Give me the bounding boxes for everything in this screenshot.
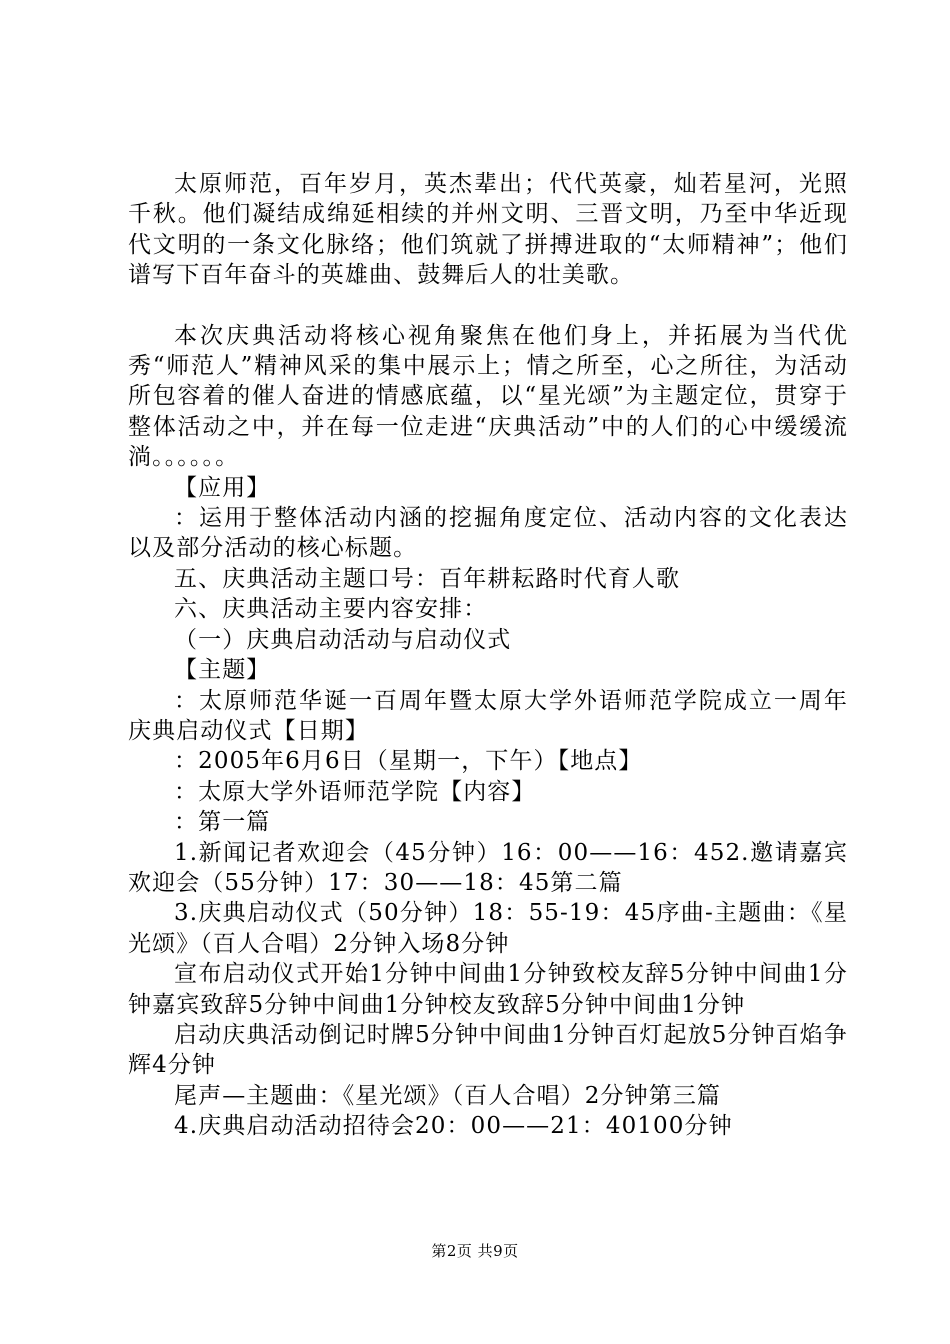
- paragraph-application: ：运用于整体活动内涵的挖掘角度定位、活动内容的文化表达以及部分活动的核心标题。: [128, 505, 848, 562]
- schedule-item-3: 3.庆典启动仪式（50分钟）18：55-19：45序曲-主题曲：《星光颂》（百人合唱）2分钟入场8分钟: [128, 900, 848, 957]
- paragraph-part-one: ：第一篇: [174, 809, 271, 836]
- paragraph-intro: 太原师范，百年岁月，英杰辈出；代代英豪，灿若星河，光照千秋。他们凝结成绵延相续的并州文明、三晋文明，乃至中华近现代文明的一条文化脉络；他们筑就了拼搏进取的“太师精神”；他们谱写下百年奋斗的英雄曲、鼓舞后人的壮美歌。: [128, 171, 848, 289]
- label-application: 【应用】: [174, 474, 271, 501]
- schedule-item-4: 4.庆典启动活动招待会20：00——21：40100分钟: [174, 1113, 733, 1140]
- heading-slogan: 五、庆典活动主题口号：百年耕耘路时代育人歌: [174, 565, 681, 592]
- label-theme: 【主题】: [174, 657, 271, 684]
- heading-content-arrangement: 六、庆典活动主要内容安排：: [174, 596, 488, 623]
- schedule-sequence: 宣布启动仪式开始1分钟中间曲1分钟致校友辞5分钟中间曲1分钟嘉宾致辞5分钟中间曲1分钟校友致辞5分钟中间曲1分钟: [128, 961, 848, 1018]
- schedule-countdown: 启动庆典活动倒记时牌5分钟中间曲1分钟百灯起放5分钟百焰争辉4分钟: [128, 1021, 848, 1079]
- document-body: [128, 169, 848, 1142]
- paragraph-focus: 本次庆典活动将核心视角聚焦在他们身上，并拓展为当代优秀“师范人”精神风采的集中展示上；情之所至，心之所往，为活动所包容着的催人奋进的情感底蕴，以“星光颂”为主题定位，贯穿于整体活动之中，并在每一位走进“庆典活动”中的人们的心中缓缓流淌。。。。。。: [128, 322, 848, 471]
- paragraph-location: ：太原大学外语师范学院【内容】: [174, 778, 536, 805]
- paragraph-theme: ：太原师范华诞一百周年暨太原大学外语师范学院成立一周年庆典启动仪式【日期】: [128, 687, 848, 744]
- page-number-footer: 第2页 共9页: [431, 1242, 519, 1260]
- paragraph-date: ：2005年6月6日（星期一，下午）【地点】: [174, 748, 643, 775]
- schedule-item-1: 1.新闻记者欢迎会（45分钟）16：00——16：452.邀请嘉宾欢迎会（55分钟）17：30——18：45第二篇: [128, 839, 848, 896]
- subheading-launch-ceremony: （一）庆典启动活动与启动仪式: [174, 626, 512, 653]
- schedule-finale: 尾声—主题曲：《星光颂》（百人合唱）2分钟第三篇: [174, 1082, 722, 1109]
